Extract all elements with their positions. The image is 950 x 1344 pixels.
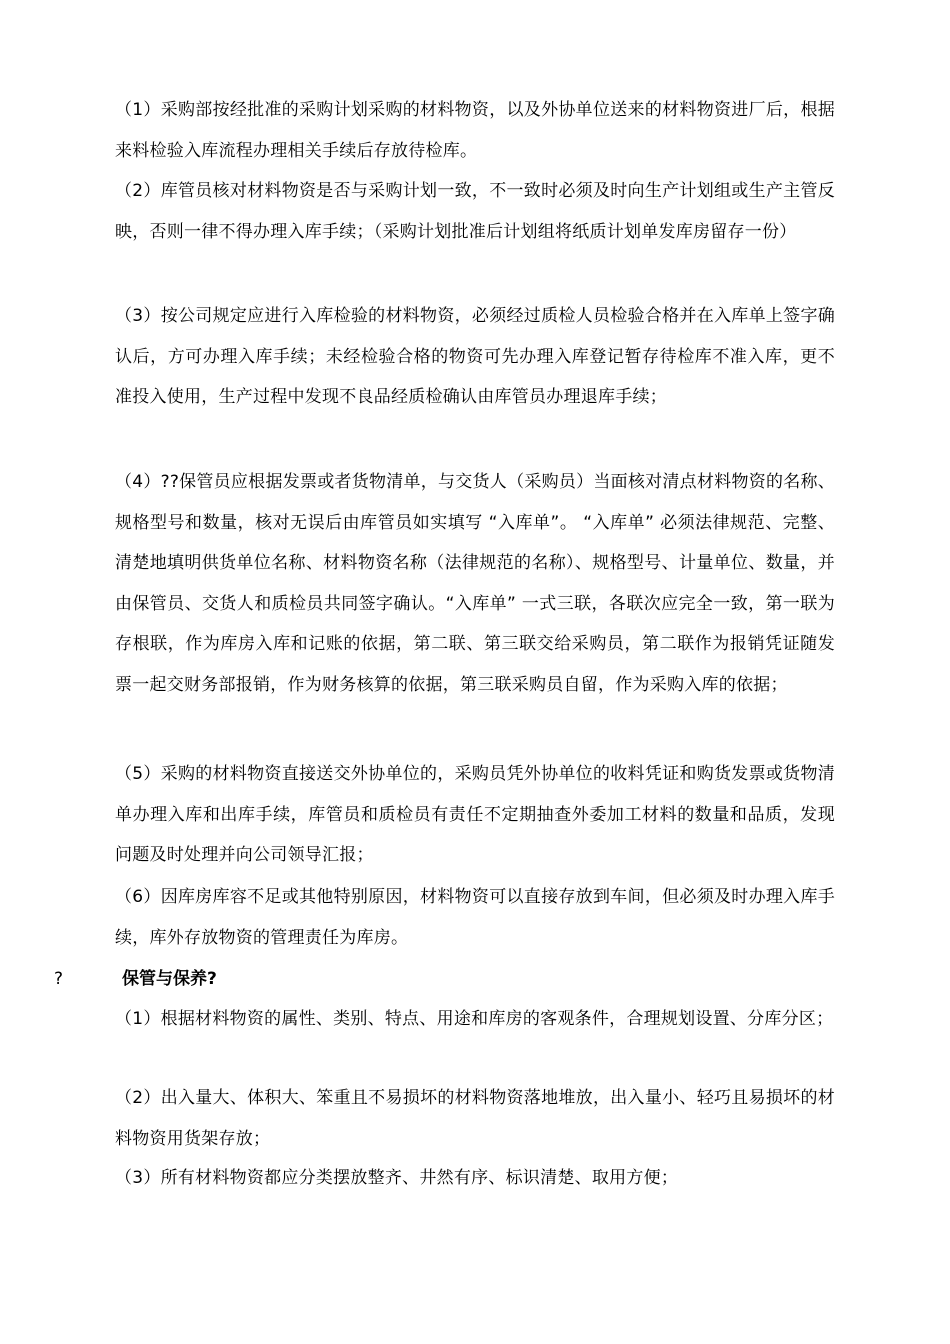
paragraph-2: （2）库管员核对材料物资是否与采购计划一致，不一致时必须及时向生产计划组或生产主管反映，否则一律不得办理入库手续；（采购计划批准后计划组将纸质计划单发库房留存一份） [115, 181, 835, 242]
paragraph-1: （1）采购部按经批准的采购计划采购的材料物资，以及外协单位送来的材料物资进厂后，根据来料检验入库流程办理相关手续后存放待检库。 [115, 100, 835, 161]
bullet-marker: ? [54, 969, 64, 989]
section-paragraph-1: （1）根据材料物资的属性、类别、特点、用途和库房的客观条件，合理规划设置、分库分区； [115, 1009, 834, 1029]
section-paragraph-2: （2）出入量大、体积大、笨重且不易损坏的材料物资落地堆放，出入量小、轻巧且易损坏的材料物资用货架存放； [115, 1088, 835, 1149]
paragraph-5: （5）采购的材料物资直接送交外协单位的，采购员凭外协单位的收料凭证和购货发票或货物清单办理入库和出库手续，库管员和质检员有责任不定期抽查外委加工材料的数量和品质，发现问题及时处理并向公司领导汇报； [115, 764, 835, 865]
paragraph-4: （4）??保管员应根据发票或者货物清单，与交货人（采购员）当面核对清点材料物资的名称、规格型号和数量，核对无误后由库管员如实填写 “入库单”。 “入库单” 必须法律规范、完整、清楚地填明供货单位名称、材料物资名称（法律规范的名称）、规格型号、计量单位、数量，并由保管员、交货人和质检员共同签字确认。“入库单” 一式三联，各联次应完全一致，第一联为存根联，作为库房入库和记账的依据，第二联、第三联交给采购员，第二联作为报销凭证随发票一起交财务部报销，作为财务核算的依据，第三联采购员自留，作为采购入库的依据； [115, 472, 835, 695]
section-heading-row [0, 959, 950, 999]
section-heading: 保管与保养? [122, 969, 217, 989]
paragraph-6: （6）因库房库容不足或其他特别原因，材料物资可以直接存放到车间，但必须及时办理入库手续，库外存放物资的管理责任为库房。 [115, 887, 835, 948]
paragraph-3: （3）按公司规定应进行入库检验的材料物资，必须经过质检人员检验合格并在入库单上签字确认后，方可办理入库手续；未经检验合格的物资可先办理入库登记暂存待检库不准入库，更不准投入使用，生产过程中发现不良品经质检确认由库管员办理退库手续； [115, 306, 835, 407]
section-paragraph-3: （3）所有材料物资都应分类摆放整齐、井然有序、标识清楚、取用方便； [115, 1168, 679, 1188]
